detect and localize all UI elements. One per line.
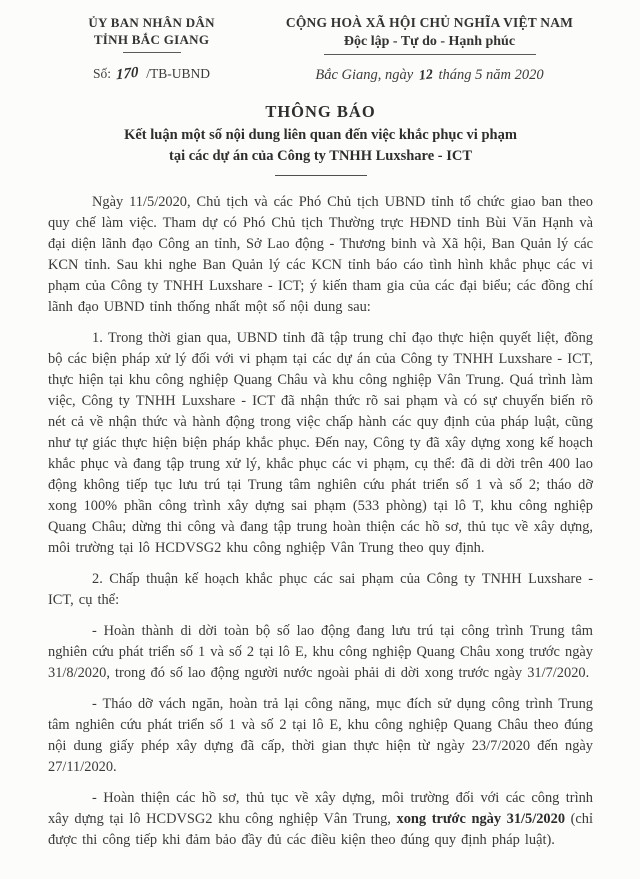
motto-underline bbox=[324, 53, 536, 55]
document-type-heading: THÔNG BÁO bbox=[265, 102, 376, 121]
issuing-authority-line2: TỈNH BẮC GIANG bbox=[93, 32, 210, 47]
national-motto-line: Độc lập - Tự do - Hạnh phúc bbox=[343, 34, 516, 49]
date-day-handwritten: 12 bbox=[418, 67, 434, 84]
issuing-authority-line1: ỦY BAN NHÂN DÂN bbox=[88, 15, 215, 30]
document-title-block bbox=[48, 102, 593, 176]
document-number-line bbox=[48, 66, 255, 83]
bullet3-bold-deadline: xong trước ngày 31/5/2020 bbox=[396, 811, 566, 827]
country-name-line: CỘNG HOÀ XÃ HỘI CHỦ NGHĨA VIỆT NAM bbox=[285, 15, 574, 30]
document-body bbox=[48, 192, 593, 851]
document-header bbox=[48, 14, 593, 84]
document-number-suffix: /TB-UBND bbox=[146, 66, 211, 81]
place-date-pre: Bắc Giang, ngày bbox=[315, 67, 414, 83]
document-subtitle-line1: Kết luận một số nội dung liên quan đến việc khắc phục vi phạm bbox=[124, 127, 517, 143]
document-subtitle-line2: tại các dự án của Công ty TNHH Luxshare - ICT bbox=[168, 148, 473, 164]
title-divider bbox=[275, 174, 367, 176]
document-subtitle bbox=[48, 125, 593, 167]
paragraph-point1: 1. Trong thời gian qua, UBND tỉnh đã tập trung chỉ đạo thực hiện quyết liệt, đồng bộ các biện pháp xử lý đối với vi phạm tại các dự án của Công ty TNHH Luxshare - ICT, thực hiện tại khu công nghiệp Quang Châu và khu công nghiệp Vân Trung. Quá trình làm việc, Công ty TNHH Luxshare - ICT đã nhận thức rõ sai phạm và có sự chuyển biến rõ nét cả về nhận thức và hành động trong việc chấp hành các quy định của pháp luật, cũng như tự giác thực hiện biện pháp khắc phục. Đến nay, Công ty đã xây dựng xong kế hoạch khắc phục và đang tập trung xử lý, khắc phục các vi phạm, cụ thể: đã di dời trên 400 lao động không tiếp tục lưu trú tại Trung tâm nghiên cứu phát triển số 1 và số 2; tháo dỡ xong 100% phần công trình xây dựng sai phạm (533 phòng) tại lô T, khu công nghiệp Quang Châu; dừng thi công và đang tập trung hoàn thiện các hồ sơ, thủ tục về xây dựng, môi trường tại lô HCDVSG2 khu công nghiệp Vân Trung theo quy định. bbox=[48, 330, 593, 556]
authority-underline bbox=[123, 51, 181, 53]
paragraph-intro: Ngày 11/5/2020, Chủ tịch và các Phó Chủ tịch UBND tỉnh tổ chức giao ban theo quy chế làm việc. Tham dự có Phó Chủ tịch Thường trực HĐND tỉnh Bùi Văn Hạnh và đại diện lãnh đạo Công an tỉnh, Sở Lao động - Thương binh và Xã hội, Ban Quản lý các KCN tỉnh. Sau khi nghe Ban Quản lý các KCN tỉnh báo cáo tình hình khắc phục các vi phạm của Công ty TNHH Luxshare - ICT; ý kiến tham gia của các đại biểu; các đồng chí lãnh đạo UBND tỉnh thống nhất một số nội dung sau: bbox=[48, 194, 593, 315]
national-motto-block bbox=[266, 14, 593, 84]
paragraph-point2: 2. Chấp thuận kế hoạch khắc phục các sai phạm của Công ty TNHH Luxshare - ICT, cụ thể: bbox=[48, 571, 593, 608]
document-number-handwritten: 170 bbox=[116, 64, 139, 84]
paragraph-bullet3 bbox=[48, 788, 593, 851]
paragraph-bullet2: - Tháo dỡ vách ngăn, hoàn trả lại công năng, mục đích sử dụng công trình Trung tâm nghiên cứu phát triển số 1 và số 2 tại lô E, khu công nghiệp Quang Châu theo đúng nội dung giấy phép xây dựng đã cấp, thời gian thực hiện từ ngày 23/7/2020 đến ngày 27/11/2020. bbox=[48, 696, 593, 775]
bullet3-post: (chỉ được thi công tiếp khi đảm bảo đầy đủ các điều kiện theo đúng quy định pháp luật). bbox=[48, 811, 593, 848]
place-date-line bbox=[266, 67, 593, 84]
issuing-authority-block bbox=[48, 14, 255, 83]
document-number-label: Số: bbox=[93, 66, 112, 81]
place-date-post: tháng 5 năm 2020 bbox=[438, 67, 544, 83]
paragraph-bullet1: - Hoàn thành di dời toàn bộ số lao động đang lưu trú tại công trình Trung tâm nghiên cứu phát triển số 1 và số 2 tại lô E, khu công nghiệp Quang Châu xong trước ngày 31/8/2020, trong đó số lao động người nước ngoài phải di dời xong trước ngày 31/7/2020. bbox=[48, 623, 593, 681]
bullet3-pre: - Hoàn thiện các hồ sơ, thủ tục về xây dựng, môi trường đối với các công trình xây dựng tại lô HCDVSG2 khu công nghiệp Vân Trung, bbox=[48, 790, 593, 827]
